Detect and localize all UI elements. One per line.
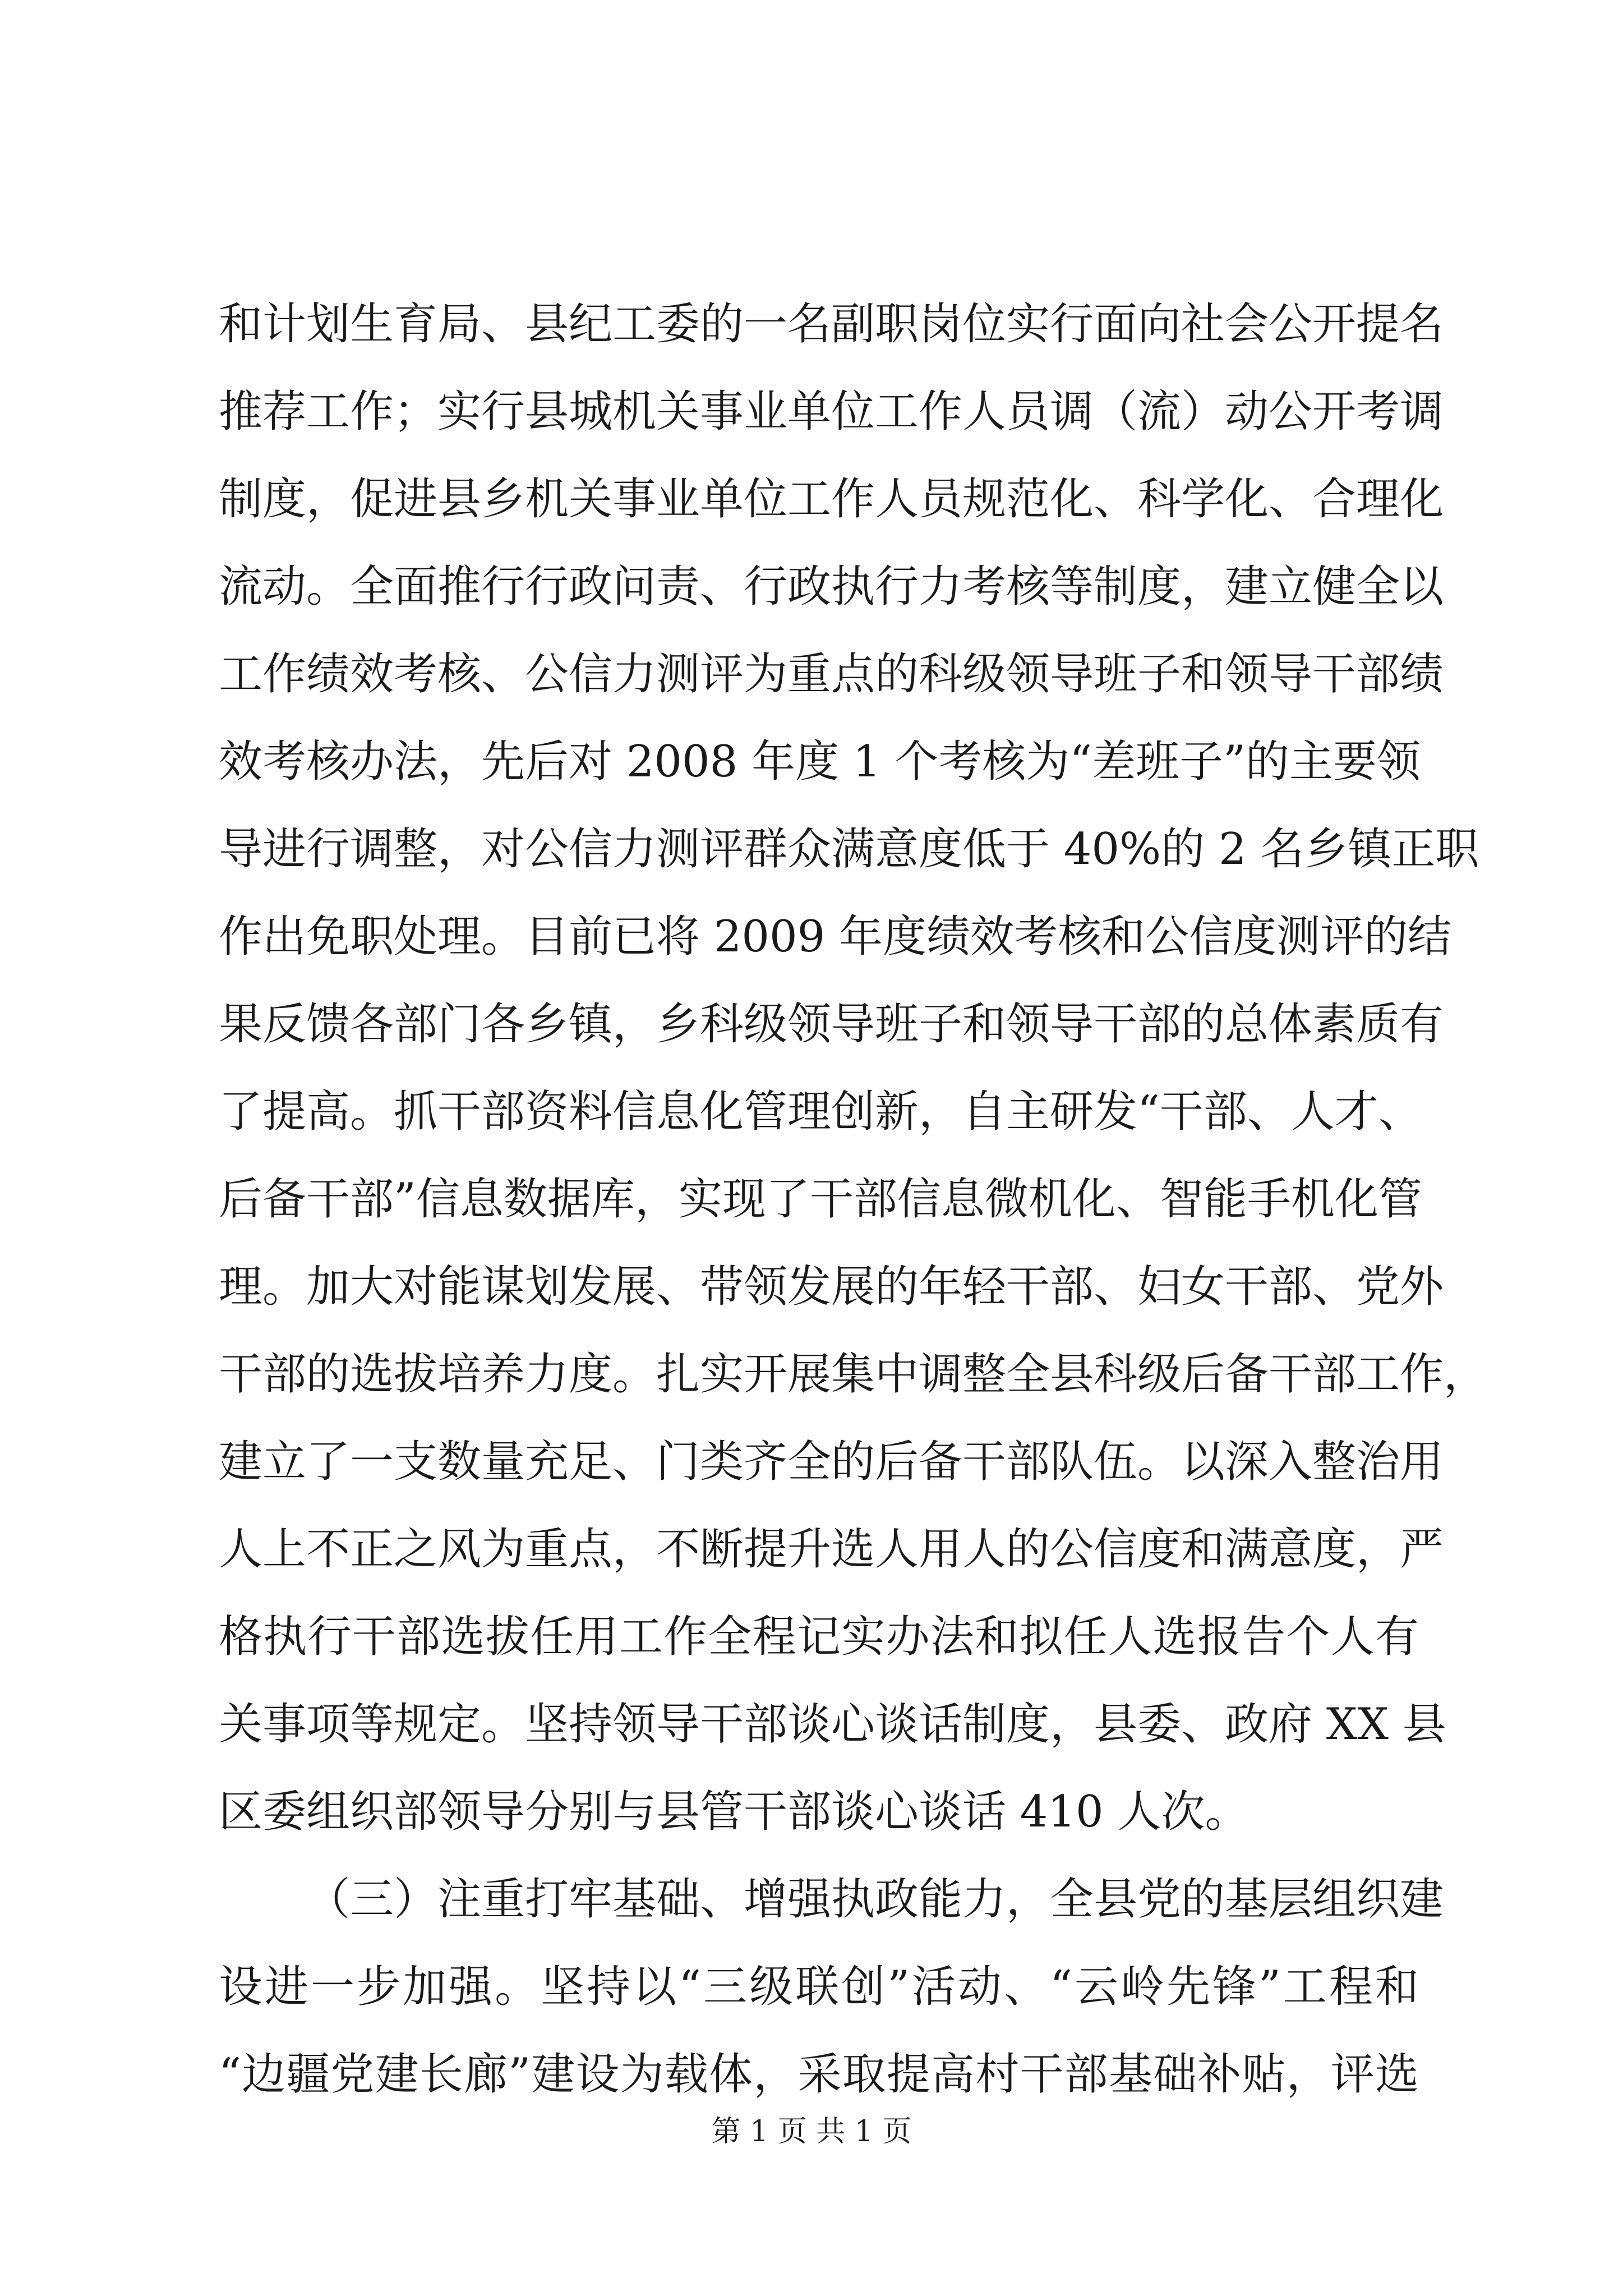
text-line: 了提高。抓干部资料信息化管理创新，自主研发“干部、人才、: [219, 1087, 1422, 1137]
text-line: （三）注重打牢基础、增强执政能力，全县党的基层组织建: [306, 1874, 1444, 1925]
text-line: 干部的选拔培养力度。扎实开展集中调整全县科级后备干部工作，: [219, 1349, 1488, 1400]
paragraph-2: [219, 1856, 1444, 2118]
text-line: 理。加大对能谋划发展、带领发展的年轻干部、妇女干部、党外: [219, 1262, 1444, 1312]
text-line: 建立了一支数量充足、门类齐全的后备干部队伍。以深入整治用: [219, 1437, 1444, 1487]
text-line: 设进一步加强。坚持以“三级联创”活动、“云岭先锋”工程和: [219, 1962, 1419, 2012]
text-line: 流动。全面推行行政问责、行政执行力考核等制度，建立健全以: [219, 562, 1444, 612]
page-number-label: 第 1 页 共 1 页: [711, 2115, 912, 2148]
text-line: 和计划生育局、县纪工委的一名副职岗位实行面向社会公开提名: [219, 299, 1444, 349]
page-footer: [0, 2109, 1623, 2154]
text-line: 关事项等规定。坚持领导干部谈心谈话制度，县委、政府 XX 县: [219, 1699, 1446, 1750]
text-line: 制度，促进县乡机关事业单位工作人员规范化、科学化、合理化: [219, 474, 1444, 524]
text-line: 作出免职处理。目前已将 2009 年度绩效考核和公信度测评的结: [219, 912, 1452, 962]
text-line: “边疆党建长廊”建设为载体，采取提高村干部基础补贴，评选: [219, 2049, 1419, 2100]
text-line: 果反馈各部门各乡镇，乡科级领导班子和领导干部的总体素质有: [219, 999, 1444, 1050]
text-line: 后备干部”信息数据库，实现了干部信息微机化、智能手机化管: [219, 1174, 1422, 1225]
text-line: 格执行干部选拔任用工作全程记实办法和拟任人选报告个人有: [219, 1612, 1419, 1662]
paragraph-1: [219, 280, 1488, 1856]
text-line: 效考核办法，先后对 2008 年度 1 个考核为“差班子”的主要领: [219, 737, 1421, 787]
text-line: 人上不正之风为重点，不断提升选人用人的公信度和满意度，严: [219, 1524, 1444, 1575]
text-line: 推荐工作；实行县城机关事业单位工作人员调（流）动公开考调: [219, 386, 1444, 437]
text-line: 区委组织部领导分别与县管干部谈心谈话 410 人次。: [219, 1787, 1249, 1837]
document-body: [219, 280, 1488, 2118]
text-line: 工作绩效考核、公信力测评为重点的科级领导班子和领导干部绩: [219, 649, 1444, 700]
text-line: 导进行调整，对公信力测评群众满意度低于 40%的 2 名乡镇正职: [219, 824, 1479, 875]
